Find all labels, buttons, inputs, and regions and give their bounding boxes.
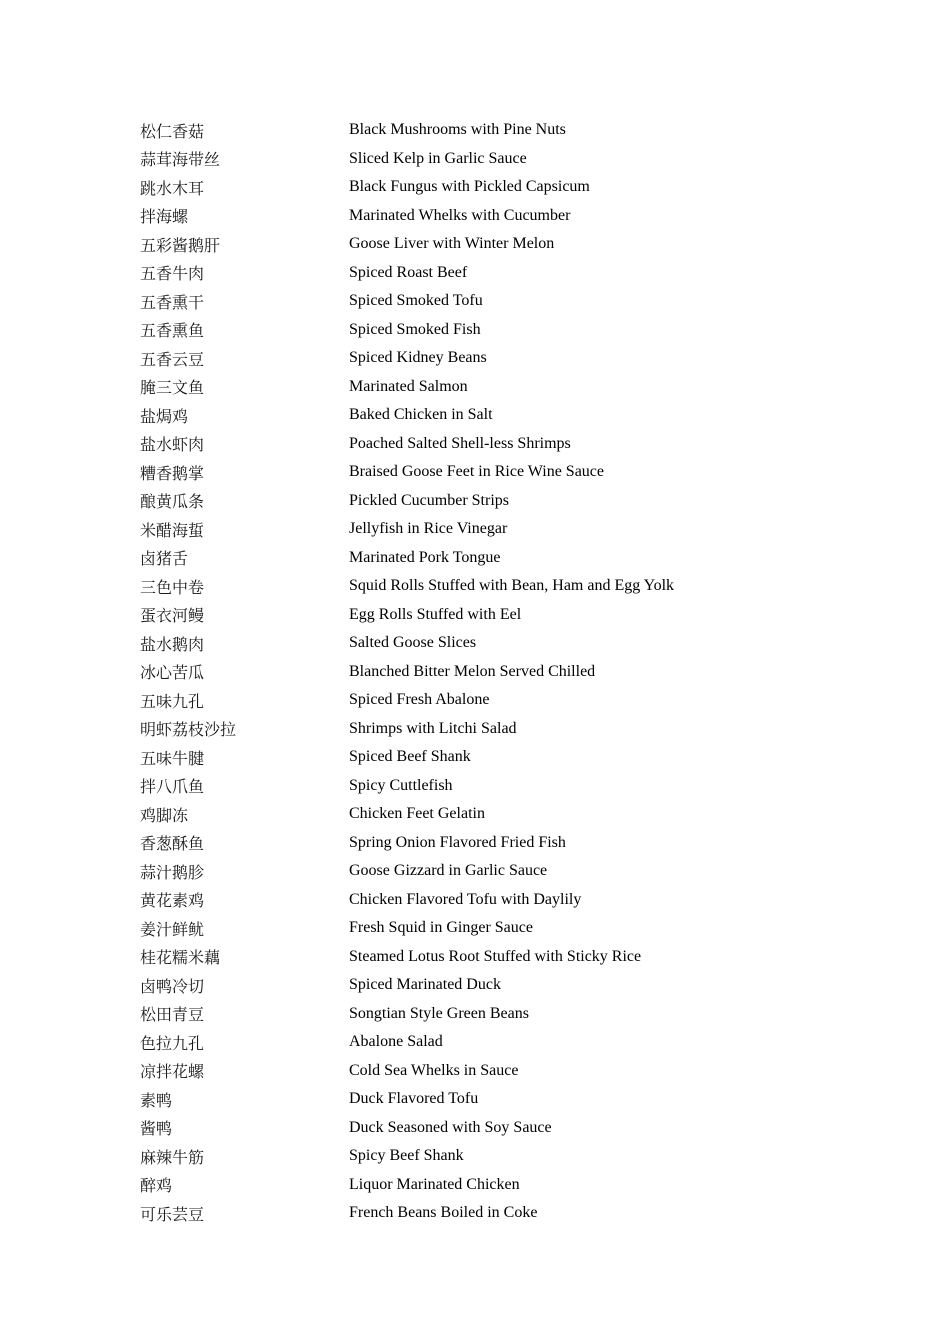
dish-name-chinese: 五味牛腱 (140, 748, 205, 768)
dish-name-chinese: 素鸭 (140, 1090, 173, 1110)
dish-name-chinese: 米醋海蜇 (140, 520, 205, 540)
dish-name-chinese: 五香熏干 (140, 292, 205, 312)
dish-name-chinese: 三色中卷 (140, 577, 205, 597)
dish-name-english: Spiced Beef Shank (349, 748, 471, 766)
menu-row (140, 629, 840, 658)
dish-name-chinese: 桂花糯米藕 (140, 948, 221, 968)
dish-name-english: Marinated Whelks with Cucumber (349, 206, 571, 224)
menu-row (140, 1199, 840, 1228)
menu-row (140, 344, 840, 373)
dish-name-chinese: 松仁香菇 (140, 121, 205, 141)
dish-name-english: Egg Rolls Stuffed with Eel (349, 605, 522, 623)
dish-name-chinese: 盐水鹅肉 (140, 634, 205, 654)
dish-name-english: Spiced Roast Beef (349, 263, 468, 281)
menu-row (140, 458, 840, 487)
dish-name-chinese: 黄花素鸡 (140, 891, 205, 911)
dish-name-english: Spiced Fresh Abalone (349, 691, 490, 709)
dish-name-english: Shrimps with Litchi Salad (349, 719, 517, 737)
dish-name-chinese: 拌八爪鱼 (140, 777, 205, 797)
dish-name-english: Spiced Marinated Duck (349, 976, 501, 994)
dish-name-english: Braised Goose Feet in Rice Wine Sauce (349, 463, 604, 481)
dish-name-english: Poached Salted Shell-less Shrimps (349, 434, 571, 452)
dish-name-chinese: 可乐芸豆 (140, 1204, 205, 1224)
menu-row (140, 772, 840, 801)
dish-name-english: French Beans Boiled in Coke (349, 1204, 538, 1222)
dish-name-chinese: 酱鸭 (140, 1119, 173, 1139)
dish-name-english: Spicy Beef Shank (349, 1147, 464, 1165)
dish-name-chinese: 酿黄瓜条 (140, 492, 205, 512)
menu-row (140, 800, 840, 829)
menu-row (140, 886, 840, 915)
dish-name-english: Black Fungus with Pickled Capsicum (349, 178, 590, 196)
dish-name-chinese: 蒜汁鹅胗 (140, 862, 205, 882)
menu-row (140, 1142, 840, 1171)
dish-name-english: Duck Flavored Tofu (349, 1090, 479, 1108)
dish-name-english: Pickled Cucumber Strips (349, 491, 509, 509)
dish-name-chinese: 卤鸭冷切 (140, 976, 205, 996)
dish-name-english: Spicy Cuttlefish (349, 776, 453, 794)
menu-row (140, 487, 840, 516)
menu-row (140, 259, 840, 288)
menu-row (140, 173, 840, 202)
menu-row (140, 686, 840, 715)
dish-name-english: Salted Goose Slices (349, 634, 477, 652)
dish-name-chinese: 五香云豆 (140, 349, 205, 369)
menu-row (140, 1114, 840, 1143)
menu-row (140, 430, 840, 459)
dish-name-chinese: 跳水木耳 (140, 178, 205, 198)
menu-row (140, 1171, 840, 1200)
dish-name-chinese: 盐水虾肉 (140, 435, 205, 455)
dish-name-english: Sliced Kelp in Garlic Sauce (349, 149, 527, 167)
dish-name-chinese: 姜汁鲜鱿 (140, 919, 205, 939)
dish-name-chinese: 明虾荔枝沙拉 (140, 720, 237, 740)
menu-row (140, 515, 840, 544)
dish-name-chinese: 拌海螺 (140, 207, 189, 227)
dish-name-chinese: 醉鸡 (140, 1176, 173, 1196)
dish-name-english: Spiced Smoked Fish (349, 320, 481, 338)
dish-name-chinese: 香葱酥鱼 (140, 834, 205, 854)
menu-row (140, 230, 840, 259)
menu-row (140, 829, 840, 858)
menu-row (140, 857, 840, 886)
dish-name-chinese: 鸡脚冻 (140, 805, 189, 825)
dish-name-english: Marinated Pork Tongue (349, 548, 501, 566)
dish-name-chinese: 腌三文鱼 (140, 378, 205, 398)
dish-name-english: Goose Gizzard in Garlic Sauce (349, 862, 548, 880)
menu-row (140, 145, 840, 174)
menu-list (140, 116, 840, 1228)
dish-name-chinese: 色拉九孔 (140, 1033, 205, 1053)
dish-name-english: Cold Sea Whelks in Sauce (349, 1061, 519, 1079)
dish-name-english: Spiced Smoked Tofu (349, 292, 483, 310)
menu-row (140, 743, 840, 772)
menu-row (140, 601, 840, 630)
dish-name-chinese: 蒜茸海带丝 (140, 150, 221, 170)
dish-name-chinese: 盐焗鸡 (140, 406, 189, 426)
dish-name-english: Baked Chicken in Salt (349, 406, 493, 424)
dish-name-english: Goose Liver with Winter Melon (349, 235, 555, 253)
menu-row (140, 287, 840, 316)
dish-name-chinese: 五香熏鱼 (140, 321, 205, 341)
dish-name-english: Chicken Feet Gelatin (349, 805, 485, 823)
dish-name-english: Abalone Salad (349, 1033, 443, 1051)
menu-row (140, 202, 840, 231)
menu-row (140, 572, 840, 601)
menu-row (140, 1028, 840, 1057)
dish-name-english: Squid Rolls Stuffed with Bean, Ham and Egg Yolk (349, 577, 675, 595)
dish-name-english: Spring Onion Flavored Fried Fish (349, 833, 566, 851)
dish-name-chinese: 五味九孔 (140, 691, 205, 711)
dish-name-chinese: 卤猪舌 (140, 549, 189, 569)
dish-name-chinese: 冰心苦瓜 (140, 663, 205, 683)
menu-row (140, 316, 840, 345)
dish-name-chinese: 蛋衣河鳗 (140, 606, 205, 626)
dish-name-english: Blanched Bitter Melon Served Chilled (349, 662, 596, 680)
menu-row (140, 1085, 840, 1114)
dish-name-english: Steamed Lotus Root Stuffed with Sticky Rice (349, 947, 642, 965)
dish-name-english: Songtian Style Green Beans (349, 1004, 529, 1022)
menu-row (140, 1057, 840, 1086)
menu-row (140, 943, 840, 972)
menu-row (140, 914, 840, 943)
dish-name-chinese: 糟香鹅掌 (140, 463, 205, 483)
menu-row (140, 401, 840, 430)
menu-row (140, 373, 840, 402)
dish-name-chinese: 五香牛肉 (140, 264, 205, 284)
dish-name-chinese: 凉拌花螺 (140, 1062, 205, 1082)
dish-name-english: Liquor Marinated Chicken (349, 1175, 520, 1193)
dish-name-english: Marinated Salmon (349, 377, 468, 395)
menu-row (140, 715, 840, 744)
dish-name-english: Duck Seasoned with Soy Sauce (349, 1118, 552, 1136)
dish-name-chinese: 五彩酱鹅肝 (140, 235, 221, 255)
menu-row (140, 544, 840, 573)
menu-row (140, 116, 840, 145)
menu-row (140, 1000, 840, 1029)
dish-name-chinese: 松田青豆 (140, 1005, 205, 1025)
dish-name-english: Jellyfish in Rice Vinegar (349, 520, 508, 538)
dish-name-english: Black Mushrooms with Pine Nuts (349, 121, 566, 139)
dish-name-english: Spiced Kidney Beans (349, 349, 487, 367)
menu-row (140, 658, 840, 687)
menu-row (140, 971, 840, 1000)
dish-name-chinese: 麻辣牛筋 (140, 1147, 205, 1167)
dish-name-english: Chicken Flavored Tofu with Daylily (349, 890, 582, 908)
dish-name-english: Fresh Squid in Ginger Sauce (349, 919, 533, 937)
